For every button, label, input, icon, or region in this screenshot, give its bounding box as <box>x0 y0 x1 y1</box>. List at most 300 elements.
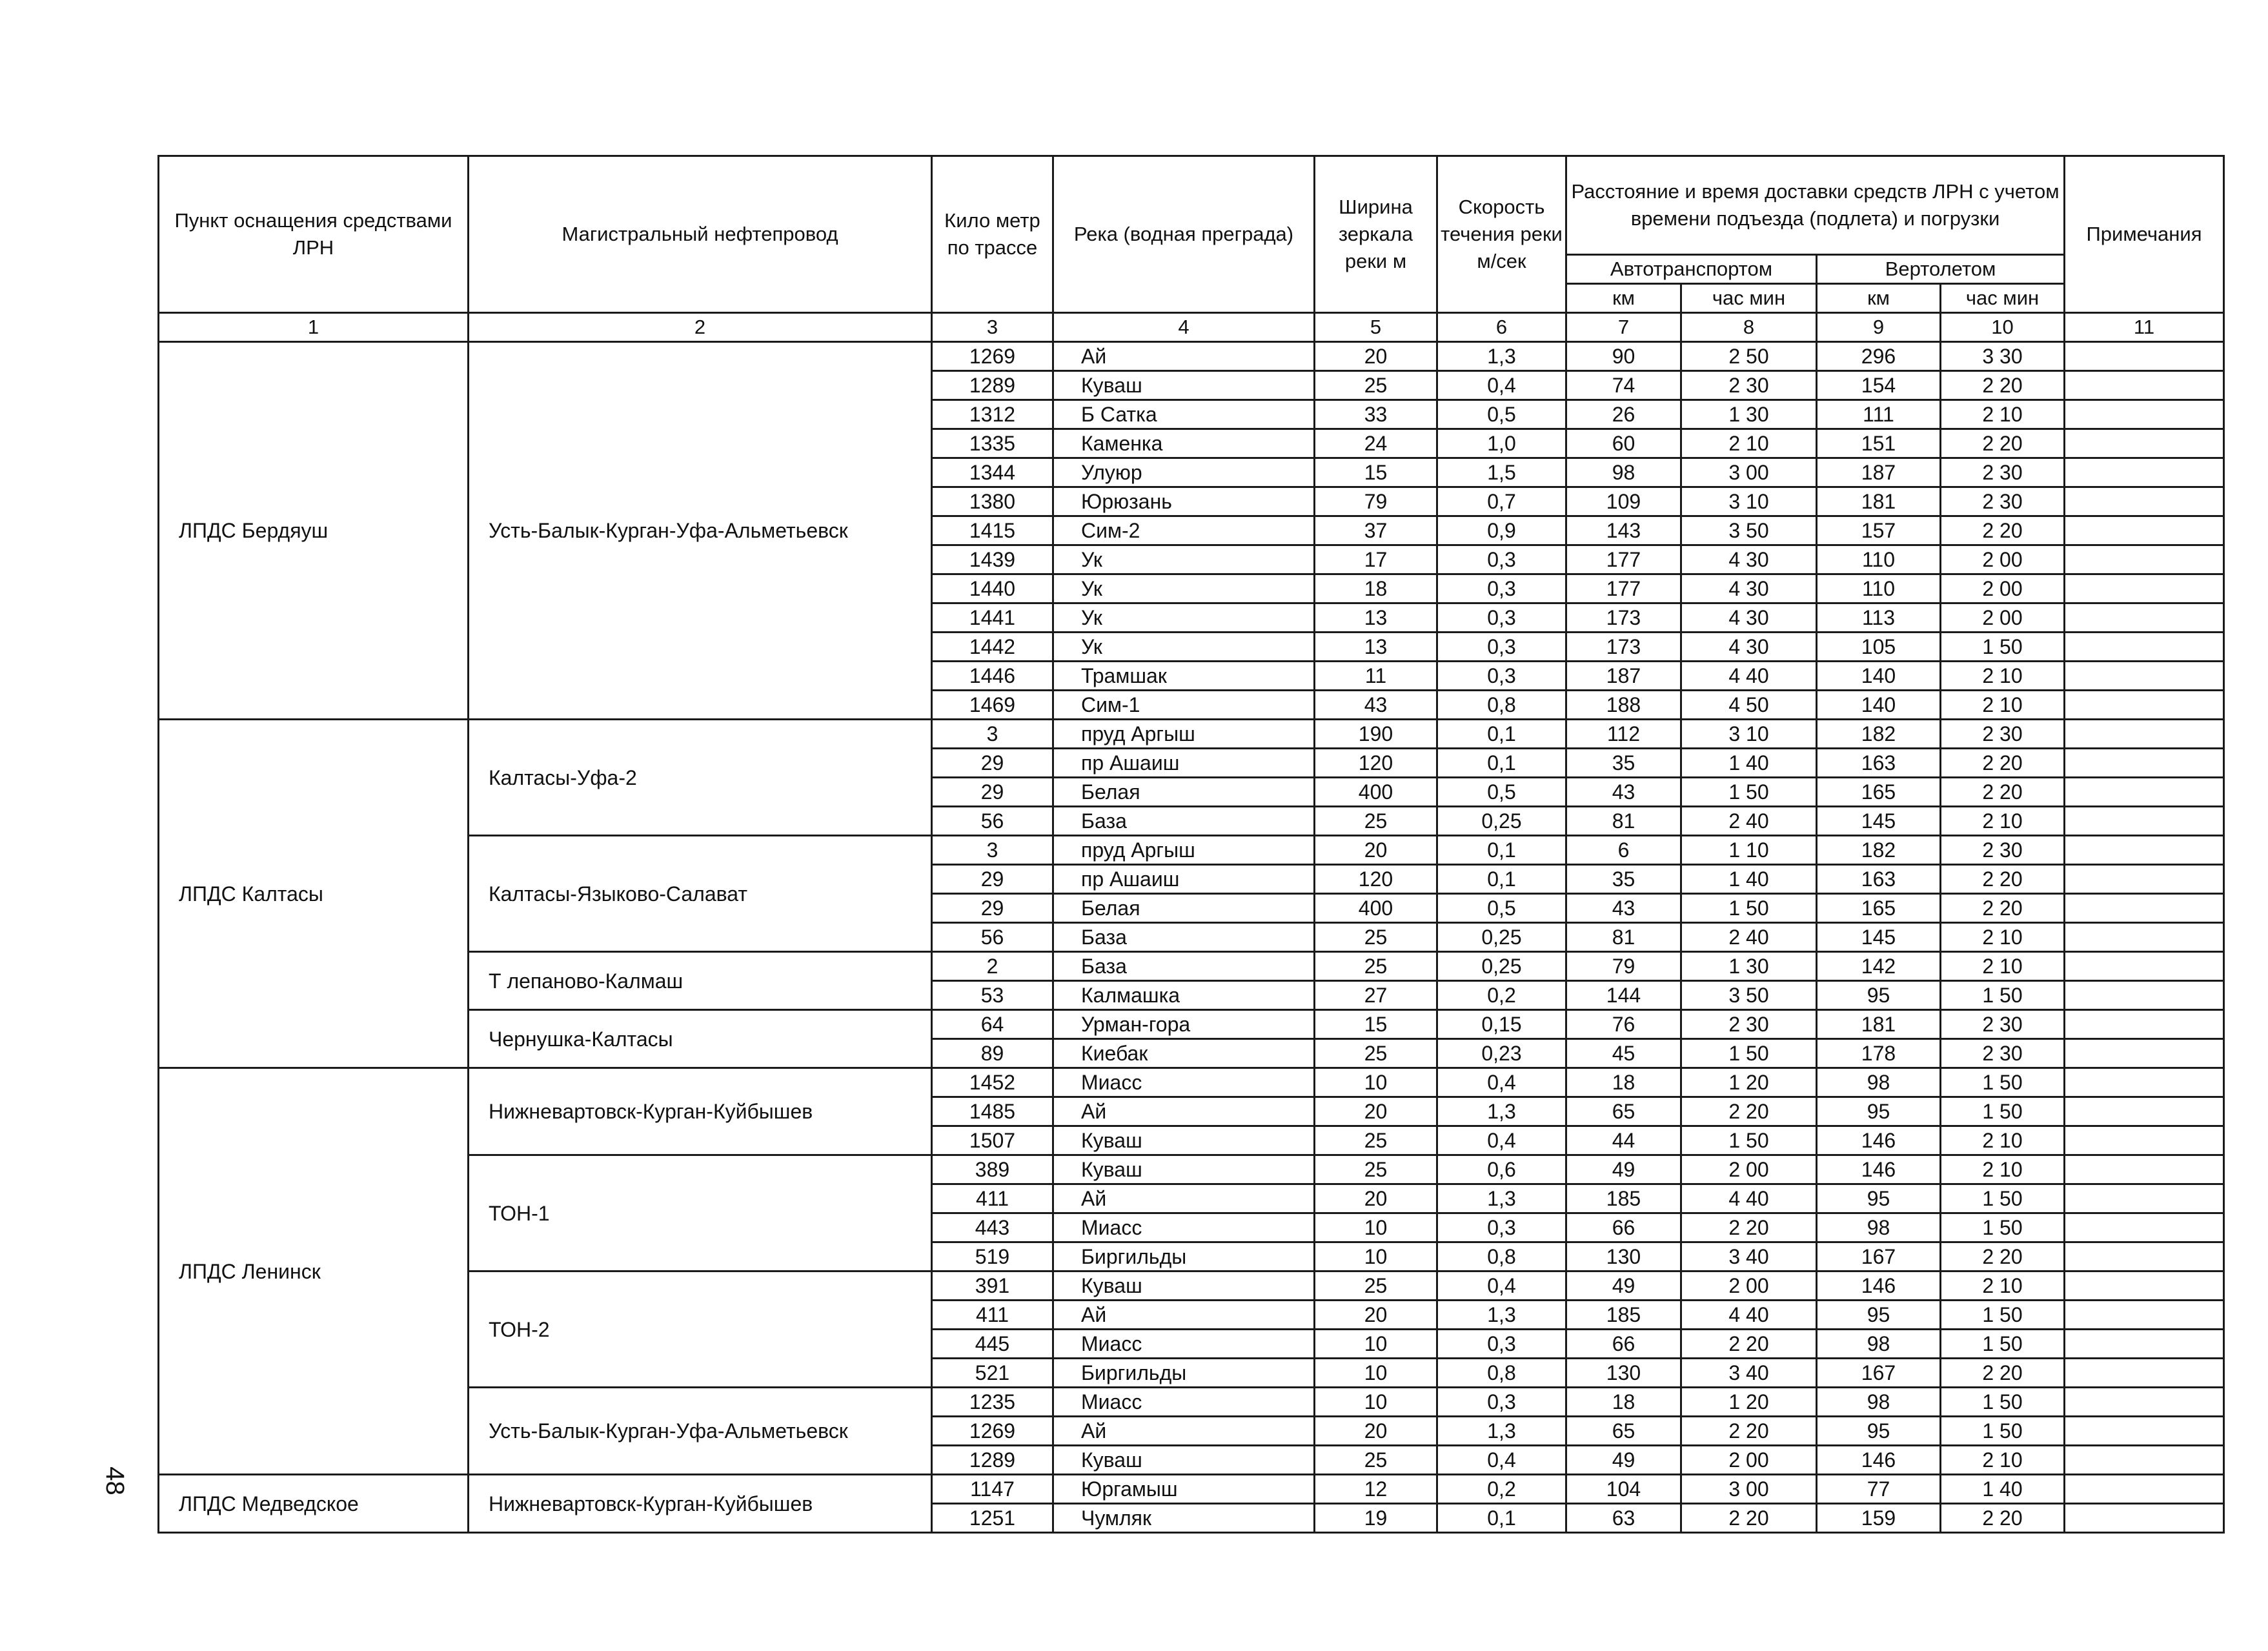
km-route-cell: 1269 <box>932 1417 1053 1446</box>
km-route-cell: 56 <box>932 923 1053 952</box>
pipeline-cell: Т лепаново-Калмаш <box>469 952 932 1010</box>
note-cell <box>2065 458 2224 487</box>
river-cell: Юргамыш <box>1053 1475 1315 1504</box>
river-cell: пруд Аргыш <box>1053 836 1315 865</box>
heli-km-cell: 95 <box>1817 1301 1941 1330</box>
river-cell: Каменка <box>1053 429 1315 458</box>
river-cell: Ук <box>1053 603 1315 633</box>
heli-time-cell: 2 20 <box>1941 894 2065 923</box>
heli-time-cell: 2 20 <box>1941 1359 2065 1388</box>
km-route-cell: 389 <box>932 1155 1053 1184</box>
column-number: 4 <box>1053 313 1315 342</box>
speed-cell: 0,4 <box>1437 371 1566 400</box>
km-route-cell: 2 <box>932 952 1053 981</box>
note-cell <box>2065 836 2224 865</box>
width-cell: 20 <box>1315 1417 1437 1446</box>
speed-cell: 0,25 <box>1437 807 1566 836</box>
column-number: 11 <box>2065 313 2224 342</box>
note-cell <box>2065 371 2224 400</box>
heli-km-cell: 163 <box>1817 749 1941 778</box>
note-cell <box>2065 342 2224 371</box>
speed-cell: 0,3 <box>1437 603 1566 633</box>
width-cell: 20 <box>1315 1097 1437 1126</box>
river-cell: Ай <box>1053 1417 1315 1446</box>
heli-time-cell: 2 10 <box>1941 1271 2065 1301</box>
speed-cell: 0,3 <box>1437 1388 1566 1417</box>
auto-km-cell: 177 <box>1566 574 1681 603</box>
river-cell: Ай <box>1053 1301 1315 1330</box>
auto-km-cell: 18 <box>1566 1068 1681 1097</box>
river-cell: Биргильды <box>1053 1359 1315 1388</box>
table-row <box>159 1068 2224 1097</box>
width-cell: 10 <box>1315 1330 1437 1359</box>
river-cell: Калмашка <box>1053 981 1315 1010</box>
note-cell <box>2065 1242 2224 1271</box>
pipeline-cell: Усть-Балык-Курган-Уфа-Альметьевск <box>469 342 932 720</box>
pipeline-cell: ТОН-1 <box>469 1155 932 1271</box>
heli-time-cell: 3 30 <box>1941 342 2065 371</box>
auto-time-cell: 1 20 <box>1681 1388 1817 1417</box>
header-pipeline: Магистральный нефтепровод <box>469 156 932 313</box>
auto-km-cell: 98 <box>1566 458 1681 487</box>
width-cell: 190 <box>1315 720 1437 749</box>
auto-time-cell: 2 20 <box>1681 1330 1817 1359</box>
note-cell <box>2065 662 2224 691</box>
heli-km-cell: 95 <box>1817 981 1941 1010</box>
auto-time-cell: 4 50 <box>1681 691 1817 720</box>
auto-km-cell: 90 <box>1566 342 1681 371</box>
speed-cell: 0,1 <box>1437 749 1566 778</box>
river-cell: Ай <box>1053 1097 1315 1126</box>
width-cell: 13 <box>1315 603 1437 633</box>
note-cell <box>2065 1475 2224 1504</box>
heli-time-cell: 1 50 <box>1941 1301 2065 1330</box>
river-cell: пруд Аргыш <box>1053 720 1315 749</box>
heli-time-cell: 2 10 <box>1941 662 2065 691</box>
header-width: Ширина зеркала реки м <box>1315 156 1437 313</box>
heli-time-cell: 2 10 <box>1941 952 2065 981</box>
heli-time-cell: 2 00 <box>1941 603 2065 633</box>
column-number: 8 <box>1681 313 1817 342</box>
auto-km-cell: 177 <box>1566 545 1681 574</box>
speed-cell: 0,3 <box>1437 574 1566 603</box>
speed-cell: 0,5 <box>1437 400 1566 429</box>
auto-time-cell: 3 40 <box>1681 1242 1817 1271</box>
heli-km-cell: 182 <box>1817 836 1941 865</box>
column-number: 9 <box>1817 313 1941 342</box>
km-route-cell: 29 <box>932 749 1053 778</box>
km-route-cell: 3 <box>932 836 1053 865</box>
speed-cell: 0,1 <box>1437 720 1566 749</box>
km-route-cell: 391 <box>932 1271 1053 1301</box>
km-route-cell: 1251 <box>932 1504 1053 1533</box>
km-route-cell: 1441 <box>932 603 1053 633</box>
pipeline-cell: Усть-Балык-Курган-Уфа-Альметьевск <box>469 1388 932 1475</box>
width-cell: 24 <box>1315 429 1437 458</box>
width-cell: 20 <box>1315 1184 1437 1213</box>
heli-time-cell: 1 50 <box>1941 1097 2065 1126</box>
auto-km-cell: 188 <box>1566 691 1681 720</box>
width-cell: 37 <box>1315 516 1437 545</box>
auto-km-cell: 130 <box>1566 1242 1681 1271</box>
river-cell: Биргильды <box>1053 1242 1315 1271</box>
auto-time-cell: 1 30 <box>1681 952 1817 981</box>
auto-km-cell: 185 <box>1566 1184 1681 1213</box>
heli-time-cell: 2 20 <box>1941 516 2065 545</box>
auto-time-cell: 2 40 <box>1681 807 1817 836</box>
speed-cell: 0,4 <box>1437 1446 1566 1475</box>
width-cell: 10 <box>1315 1388 1437 1417</box>
river-cell: Ук <box>1053 633 1315 662</box>
width-cell: 25 <box>1315 807 1437 836</box>
auto-time-cell: 2 10 <box>1681 429 1817 458</box>
header-station: Пункт оснащения средствами ЛРН <box>159 156 469 313</box>
river-cell: Б Сатка <box>1053 400 1315 429</box>
heli-time-cell: 1 40 <box>1941 1475 2065 1504</box>
speed-cell: 0,3 <box>1437 1213 1566 1242</box>
width-cell: 25 <box>1315 1126 1437 1155</box>
note-cell <box>2065 1039 2224 1068</box>
river-cell: Юрюзань <box>1053 487 1315 516</box>
header-delivery-group: Расстояние и время доставки средств ЛРН с учетом времени подъезда (подлета) и погрузки <box>1566 156 2065 255</box>
auto-km-cell: 35 <box>1566 865 1681 894</box>
river-cell: Миасс <box>1053 1213 1315 1242</box>
note-cell <box>2065 923 2224 952</box>
note-cell <box>2065 1126 2224 1155</box>
table-row <box>159 1155 2224 1184</box>
note-cell <box>2065 1446 2224 1475</box>
km-route-cell: 445 <box>932 1330 1053 1359</box>
pipeline-cell: Калтасы-Уфа-2 <box>469 720 932 836</box>
auto-time-cell: 1 50 <box>1681 1039 1817 1068</box>
auto-time-cell: 4 30 <box>1681 603 1817 633</box>
auto-time-cell: 4 40 <box>1681 1184 1817 1213</box>
heli-time-cell: 2 30 <box>1941 487 2065 516</box>
column-number: 5 <box>1315 313 1437 342</box>
heli-km-cell: 146 <box>1817 1271 1941 1301</box>
auto-km-cell: 60 <box>1566 429 1681 458</box>
km-route-cell: 411 <box>932 1184 1053 1213</box>
table-body <box>159 313 2224 1533</box>
auto-km-cell: 45 <box>1566 1039 1681 1068</box>
heli-time-cell: 2 10 <box>1941 691 2065 720</box>
auto-time-cell: 1 50 <box>1681 778 1817 807</box>
note-cell <box>2065 691 2224 720</box>
header-river: Река (водная преграда) <box>1053 156 1315 313</box>
note-cell <box>2065 400 2224 429</box>
speed-cell: 0,2 <box>1437 981 1566 1010</box>
heli-km-cell: 145 <box>1817 807 1941 836</box>
note-cell <box>2065 952 2224 981</box>
km-route-cell: 1442 <box>932 633 1053 662</box>
river-cell: Миасс <box>1053 1388 1315 1417</box>
km-route-cell: 1289 <box>932 1446 1053 1475</box>
column-number: 2 <box>469 313 932 342</box>
note-cell <box>2065 865 2224 894</box>
width-cell: 13 <box>1315 633 1437 662</box>
heli-time-cell: 2 20 <box>1941 429 2065 458</box>
auto-km-cell: 74 <box>1566 371 1681 400</box>
note-cell <box>2065 1388 2224 1417</box>
column-number: 7 <box>1566 313 1681 342</box>
station-cell: ЛПДС Бердяуш <box>159 342 469 720</box>
km-route-cell: 1439 <box>932 545 1053 574</box>
auto-km-cell: 43 <box>1566 894 1681 923</box>
km-route-cell: 411 <box>932 1301 1053 1330</box>
km-route-cell: 29 <box>932 894 1053 923</box>
speed-cell: 1,3 <box>1437 1097 1566 1126</box>
auto-time-cell: 1 40 <box>1681 749 1817 778</box>
heli-km-cell: 181 <box>1817 487 1941 516</box>
river-cell: Улуюр <box>1053 458 1315 487</box>
auto-km-cell: 79 <box>1566 952 1681 981</box>
heli-time-cell: 2 30 <box>1941 720 2065 749</box>
km-route-cell: 64 <box>932 1010 1053 1039</box>
page-number: 48 <box>100 1466 129 1495</box>
speed-cell: 0,1 <box>1437 865 1566 894</box>
heli-km-cell: 146 <box>1817 1446 1941 1475</box>
auto-time-cell: 3 00 <box>1681 458 1817 487</box>
station-cell: ЛПДС Калтасы <box>159 720 469 1068</box>
width-cell: 25 <box>1315 1039 1437 1068</box>
heli-km-cell: 157 <box>1817 516 1941 545</box>
heli-km-cell: 98 <box>1817 1068 1941 1097</box>
column-number: 3 <box>932 313 1053 342</box>
river-cell: Ай <box>1053 1184 1315 1213</box>
river-cell: Ай <box>1053 342 1315 371</box>
column-number: 6 <box>1437 313 1566 342</box>
auto-time-cell: 2 30 <box>1681 1010 1817 1039</box>
width-cell: 27 <box>1315 981 1437 1010</box>
note-cell <box>2065 1271 2224 1301</box>
note-cell <box>2065 981 2224 1010</box>
header-km-route: Кило метр по трассе <box>932 156 1053 313</box>
column-number: 1 <box>159 313 469 342</box>
note-cell <box>2065 1010 2224 1039</box>
auto-km-cell: 109 <box>1566 487 1681 516</box>
speed-cell: 0,5 <box>1437 778 1566 807</box>
auto-km-cell: 43 <box>1566 778 1681 807</box>
speed-cell: 0,3 <box>1437 1330 1566 1359</box>
river-cell: Ук <box>1053 574 1315 603</box>
speed-cell: 0,15 <box>1437 1010 1566 1039</box>
river-cell: Сим-1 <box>1053 691 1315 720</box>
speed-cell: 1,5 <box>1437 458 1566 487</box>
width-cell: 79 <box>1315 487 1437 516</box>
heli-time-cell: 2 10 <box>1941 923 2065 952</box>
heli-time-cell: 2 30 <box>1941 1010 2065 1039</box>
heli-km-cell: 95 <box>1817 1184 1941 1213</box>
note-cell <box>2065 807 2224 836</box>
width-cell: 400 <box>1315 894 1437 923</box>
river-cell: Миасс <box>1053 1330 1315 1359</box>
speed-cell: 1,3 <box>1437 1301 1566 1330</box>
width-cell: 18 <box>1315 574 1437 603</box>
heli-km-cell: 113 <box>1817 603 1941 633</box>
heli-km-cell: 151 <box>1817 429 1941 458</box>
speed-cell: 0,3 <box>1437 545 1566 574</box>
width-cell: 19 <box>1315 1504 1437 1533</box>
header-auto-km: км <box>1566 284 1681 313</box>
speed-cell: 0,4 <box>1437 1068 1566 1097</box>
auto-km-cell: 143 <box>1566 516 1681 545</box>
heli-km-cell: 146 <box>1817 1155 1941 1184</box>
table-row <box>159 1475 2224 1504</box>
width-cell: 15 <box>1315 1010 1437 1039</box>
heli-time-cell: 2 20 <box>1941 778 2065 807</box>
km-route-cell: 1452 <box>932 1068 1053 1097</box>
auto-time-cell: 3 40 <box>1681 1359 1817 1388</box>
auto-time-cell: 3 10 <box>1681 487 1817 516</box>
note-cell <box>2065 1068 2224 1097</box>
header-heli-time: час мин <box>1941 284 2065 313</box>
heli-km-cell: 110 <box>1817 545 1941 574</box>
column-number-row <box>159 313 2224 342</box>
pipeline-cell: Калтасы-Языково-Салават <box>469 836 932 952</box>
width-cell: 43 <box>1315 691 1437 720</box>
note-cell <box>2065 603 2224 633</box>
heli-km-cell: 98 <box>1817 1388 1941 1417</box>
auto-time-cell: 2 00 <box>1681 1155 1817 1184</box>
note-cell <box>2065 1097 2224 1126</box>
note-cell <box>2065 574 2224 603</box>
speed-cell: 0,8 <box>1437 1242 1566 1271</box>
auto-km-cell: 144 <box>1566 981 1681 1010</box>
km-route-cell: 1344 <box>932 458 1053 487</box>
note-cell <box>2065 1504 2224 1533</box>
width-cell: 10 <box>1315 1242 1437 1271</box>
auto-time-cell: 1 40 <box>1681 865 1817 894</box>
river-cell: Белая <box>1053 894 1315 923</box>
auto-km-cell: 26 <box>1566 400 1681 429</box>
auto-km-cell: 49 <box>1566 1446 1681 1475</box>
width-cell: 33 <box>1315 400 1437 429</box>
river-cell: Сим-2 <box>1053 516 1315 545</box>
pipeline-cell: Нижневартовск-Курган-Куйбышев <box>469 1475 932 1533</box>
width-cell: 25 <box>1315 1271 1437 1301</box>
speed-cell: 0,8 <box>1437 691 1566 720</box>
auto-km-cell: 81 <box>1566 923 1681 952</box>
auto-time-cell: 4 30 <box>1681 574 1817 603</box>
auto-km-cell: 6 <box>1566 836 1681 865</box>
width-cell: 20 <box>1315 342 1437 371</box>
note-cell <box>2065 1301 2224 1330</box>
note-cell <box>2065 429 2224 458</box>
heli-km-cell: 187 <box>1817 458 1941 487</box>
speed-cell: 0,7 <box>1437 487 1566 516</box>
auto-km-cell: 63 <box>1566 1504 1681 1533</box>
speed-cell: 1,3 <box>1437 1184 1566 1213</box>
auto-time-cell: 2 20 <box>1681 1213 1817 1242</box>
km-route-cell: 56 <box>932 807 1053 836</box>
river-cell: пр Ашаиш <box>1053 865 1315 894</box>
width-cell: 25 <box>1315 1446 1437 1475</box>
heli-time-cell: 2 10 <box>1941 1126 2065 1155</box>
width-cell: 10 <box>1315 1359 1437 1388</box>
auto-km-cell: 66 <box>1566 1330 1681 1359</box>
heli-km-cell: 98 <box>1817 1213 1941 1242</box>
auto-km-cell: 18 <box>1566 1388 1681 1417</box>
width-cell: 17 <box>1315 545 1437 574</box>
auto-km-cell: 130 <box>1566 1359 1681 1388</box>
station-cell: ЛПДС Медведское <box>159 1475 469 1533</box>
km-route-cell: 1380 <box>932 487 1053 516</box>
auto-time-cell: 2 00 <box>1681 1271 1817 1301</box>
heli-km-cell: 95 <box>1817 1097 1941 1126</box>
auto-time-cell: 3 10 <box>1681 720 1817 749</box>
speed-cell: 0,25 <box>1437 923 1566 952</box>
heli-km-cell: 154 <box>1817 371 1941 400</box>
heli-km-cell: 140 <box>1817 662 1941 691</box>
heli-km-cell: 182 <box>1817 720 1941 749</box>
heli-km-cell: 167 <box>1817 1359 1941 1388</box>
heli-time-cell: 2 20 <box>1941 749 2065 778</box>
auto-time-cell: 2 30 <box>1681 371 1817 400</box>
table-row <box>159 836 2224 865</box>
speed-cell: 0,8 <box>1437 1359 1566 1388</box>
width-cell: 12 <box>1315 1475 1437 1504</box>
km-route-cell: 1289 <box>932 371 1053 400</box>
heli-km-cell: 142 <box>1817 952 1941 981</box>
width-cell: 400 <box>1315 778 1437 807</box>
km-route-cell: 1269 <box>932 342 1053 371</box>
header-notes: Примечания <box>2065 156 2224 313</box>
heli-time-cell: 2 10 <box>1941 400 2065 429</box>
heli-time-cell: 2 20 <box>1941 371 2065 400</box>
auto-time-cell: 4 30 <box>1681 545 1817 574</box>
km-route-cell: 1312 <box>932 400 1053 429</box>
width-cell: 15 <box>1315 458 1437 487</box>
width-cell: 25 <box>1315 952 1437 981</box>
km-route-cell: 1235 <box>932 1388 1053 1417</box>
width-cell: 120 <box>1315 749 1437 778</box>
heli-km-cell: 165 <box>1817 894 1941 923</box>
header-heli: Вертолетом <box>1817 255 2065 284</box>
heli-time-cell: 1 50 <box>1941 1330 2065 1359</box>
river-cell: Урман-гора <box>1053 1010 1315 1039</box>
auto-time-cell: 2 20 <box>1681 1504 1817 1533</box>
heli-time-cell: 1 50 <box>1941 1417 2065 1446</box>
river-cell: База <box>1053 952 1315 981</box>
heli-time-cell: 2 10 <box>1941 1155 2065 1184</box>
heli-km-cell: 77 <box>1817 1475 1941 1504</box>
speed-cell: 0,4 <box>1437 1271 1566 1301</box>
heli-km-cell: 110 <box>1817 574 1941 603</box>
table-row <box>159 342 2224 371</box>
river-cell: Куваш <box>1053 1126 1315 1155</box>
river-cell: Миасс <box>1053 1068 1315 1097</box>
note-cell <box>2065 1359 2224 1388</box>
heli-time-cell: 2 30 <box>1941 1039 2065 1068</box>
auto-km-cell: 65 <box>1566 1097 1681 1126</box>
note-cell <box>2065 778 2224 807</box>
width-cell: 10 <box>1315 1068 1437 1097</box>
river-cell: База <box>1053 923 1315 952</box>
note-cell <box>2065 749 2224 778</box>
auto-km-cell: 35 <box>1566 749 1681 778</box>
auto-time-cell: 1 30 <box>1681 400 1817 429</box>
note-cell <box>2065 545 2224 574</box>
auto-time-cell: 3 00 <box>1681 1475 1817 1504</box>
pipeline-cell: Чернушка-Калтасы <box>469 1010 932 1068</box>
heli-time-cell: 2 00 <box>1941 545 2065 574</box>
heli-km-cell: 178 <box>1817 1039 1941 1068</box>
heli-km-cell: 146 <box>1817 1126 1941 1155</box>
speed-cell: 0,9 <box>1437 516 1566 545</box>
width-cell: 25 <box>1315 923 1437 952</box>
width-cell: 11 <box>1315 662 1437 691</box>
speed-cell: 0,4 <box>1437 1126 1566 1155</box>
